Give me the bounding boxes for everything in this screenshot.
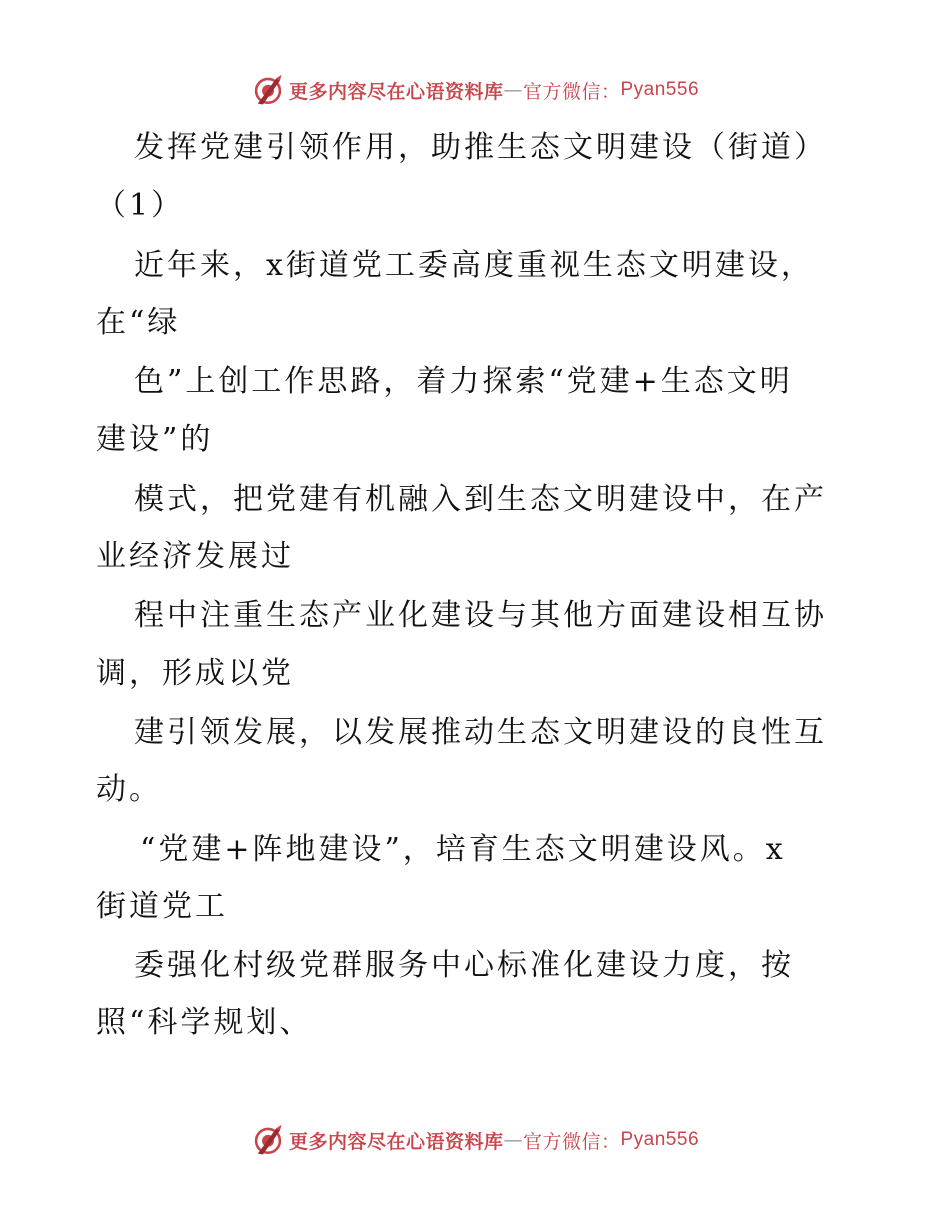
quill-seal-icon [251, 1123, 285, 1157]
paragraph-line: 色”上创工作思路，着力探索“党建+生态文明 [134, 364, 793, 399]
quill-seal-icon [251, 73, 285, 107]
watermark-wechat-id: Pyan556 [620, 79, 700, 100]
paragraph-line: 业经济发展过 [96, 539, 294, 574]
watermark-wechat-label: 官方微信： [522, 1130, 621, 1153]
paragraph-line: 委强化村级党群服务中心标准化建设力度，按 [134, 948, 794, 983]
paragraph-line: 在“绿 [96, 305, 181, 340]
document-title-line: 发挥党建引领作用，助推生态文明建设（街道） [134, 130, 827, 165]
watermark-dash: — [503, 79, 523, 101]
paragraph-line: 街道党工 [96, 889, 228, 924]
watermark-wechat-id: Pyan556 [620, 1129, 700, 1150]
paragraph-line: 照“科学规划、 [96, 1005, 313, 1040]
paragraph-line: 模式，把党建有机融入到生态文明建设中，在产 [134, 482, 827, 517]
paragraph-line: 程中注重生态产业化建设与其他方面建设相互协 [134, 598, 827, 633]
paragraph-line: 调，形成以党 [96, 656, 294, 691]
watermark-main-text: 更多内容尽在心语资料库 [288, 1130, 504, 1153]
paragraph-line: “党建+阵地建设”，培育生态文明建设风。x [140, 832, 786, 867]
watermark-banner-bottom [0, 1120, 950, 1160]
document-title-line: （1） [96, 188, 185, 223]
paragraph-line: 近年来，x街道党工委高度重视生态文明建设， [134, 248, 814, 283]
watermark-main-text: 更多内容尽在心语资料库 [288, 80, 504, 103]
watermark-banner-top [0, 70, 950, 110]
paragraph-line: 建引领发展，以发展推动生态文明建设的良性互 [134, 715, 827, 750]
watermark-wechat-label: 官方微信： [522, 80, 621, 103]
paragraph-line: 建设”的 [96, 422, 214, 457]
paragraph-line: 动。 [96, 772, 162, 807]
watermark-dash: — [503, 1129, 523, 1151]
